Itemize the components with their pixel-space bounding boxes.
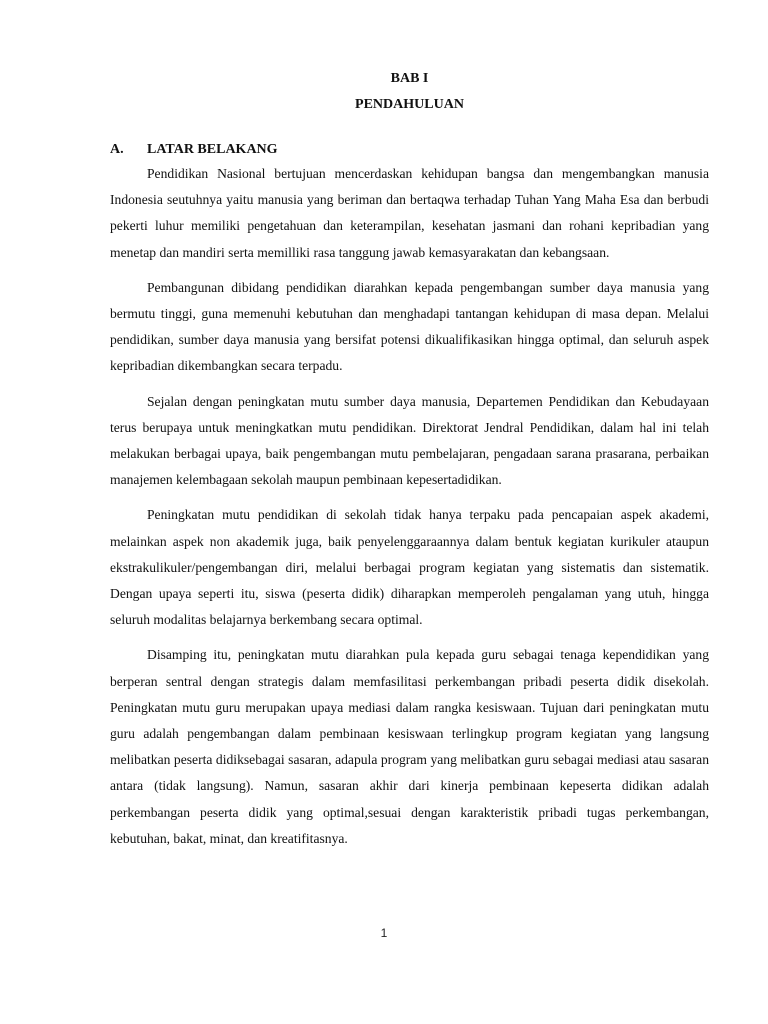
paragraph-5: Disamping itu, peningkatan mutu diarahkan pula kepada guru sebagai tenaga kependidikan yang berperan sentral dengan strategis dalam memfasilitasi perkembangan pribadi peserta didik disekolah. Peningkatan mutu guru merupakan upaya mediasi dalam rangka kesiswaan. Tujuan dari peningkatan mutu guru adalah pengembangan dalam pembinaan kesiswaan terlingkup program kegiatan yang langsung melibatkan peserta didiksebagai sasaran, adapula program yang melibatkan guru sebagai mediasi atau sasaran antara (tidak langsung). Namun, sasaran akhir dari kinerja pembinaan kepeserta didikan adalah perkembangan peserta didik yang optimal,sesuai dengan karakteristik pribadi tugas perkembangan, kebutuhan, bakat, minat, dan kreatifitasnya. (110, 647, 709, 846)
paragraph-2: Pembangunan dibidang pendidikan diarahkan kepada pengembangan sumber daya manusia yang bermutu tinggi, guna memenuhi kebutuhan dan menghadapi tantangan kehidupan di masa depan. Melalui pendidikan, sumber daya manusia yang bersifat potensi dikualifikasikan hingga optimal, dan seluruh aspek kepribadian dikembangkan secara terpadu. (110, 279, 709, 374)
chapter-label: BAB I (390, 71, 429, 86)
section-heading (110, 142, 709, 158)
document-page (110, 66, 709, 861)
paragraph-3: Sejalan dengan peningkatan mutu sumber daya manusia, Departemen Pendidikan dan Kebudayaan terus berupaya untuk meningkatkan mutu pendidikan. Direktorat Jendral Pendidikan, dalam hal ini telah melakukan berbagai upaya, baik pengembangan mutu pembelajaran, pengadaan sarana prasarana, perbaikan manajemen kelembagaan sekolah maupun pembinaan kepesertadidikan. (110, 393, 709, 488)
page-number: 1 (380, 926, 388, 940)
section-number: A. (110, 142, 124, 157)
section-title: LATAR BELAKANG (147, 142, 278, 157)
body-text (110, 161, 709, 852)
paragraph-1: Pendidikan Nasional bertujuan mencerdaskan kehidupan bangsa dan mengembangkan manusia Indonesia seutuhnya yaitu manusia yang beriman dan bertaqwa terhadap Tuhan Yang Maha Esa dan berbudi pekerti luhur memiliki pengetahuan dan keterampilan, kesehatan jasmani dan rohani kepribadian yang menetap dan mandiri serta memilliki rasa tanggung jawab kemasyarakatan dan kebangsaan. (110, 166, 709, 260)
paragraph-4: Peningkatan mutu pendidikan di sekolah tidak hanya terpaku pada pencapaian aspek akademi, melainkan aspek non akademik juga, baik penyelenggaraannya dalam bentuk kegiatan kurikuler ataupun ekstrakulikuler/pengembangan diri, melalui berbagai program kegiatan yang sistematis dan sistematik. Dengan upaya seperti itu, siswa (peserta didik) diharapkan memperoleh pengalaman yang utuh, hingga seluruh modalitas belajarnya berkembang secara optimal. (110, 507, 709, 628)
chapter-title: PENDAHULUAN (355, 97, 464, 112)
